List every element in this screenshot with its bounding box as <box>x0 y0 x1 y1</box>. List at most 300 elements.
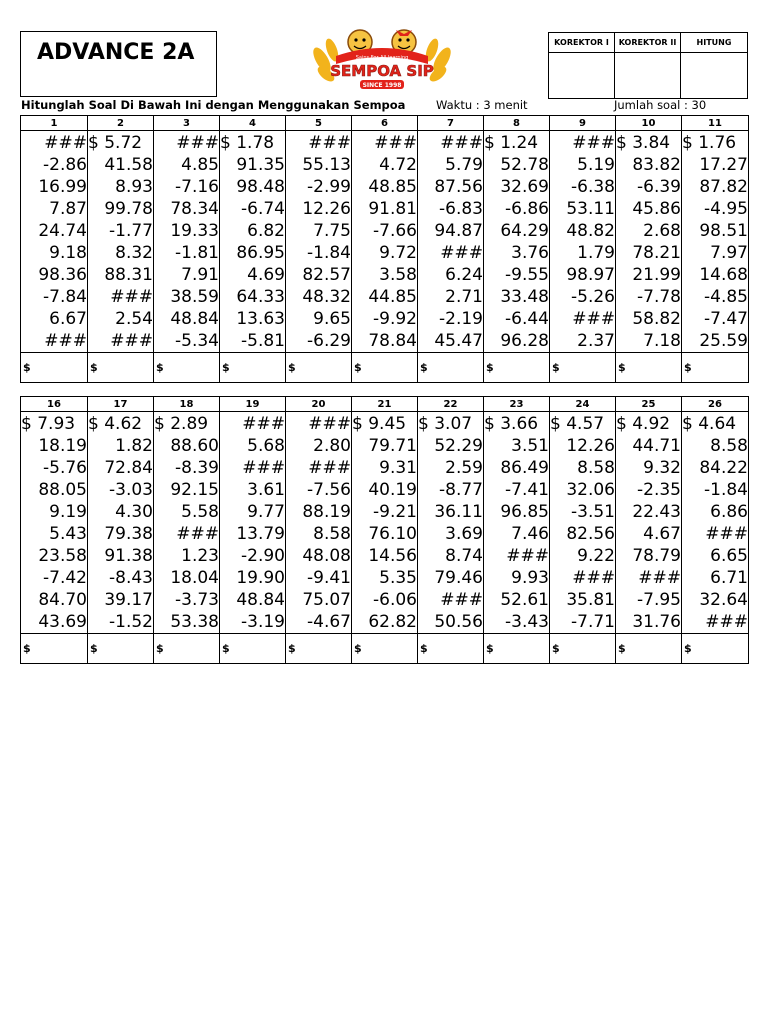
logo-brand: SEMPOA SIP <box>330 62 434 80</box>
problem-value: -1.52 <box>109 612 153 632</box>
problem-column <box>352 131 418 353</box>
problem-value: 14.68 <box>699 265 748 285</box>
answer-dollar-sign: $ <box>486 642 494 655</box>
problem-column <box>484 131 550 353</box>
problem-value: -1.84 <box>704 480 748 500</box>
problem-value: -9.92 <box>373 309 417 329</box>
problem-value: -6.44 <box>505 309 549 329</box>
problem-value: -7.41 <box>505 480 549 500</box>
problem-column <box>88 131 154 353</box>
answer-cell[interactable] <box>352 353 418 383</box>
answer-cell[interactable] <box>352 634 418 664</box>
answer-cell[interactable] <box>286 353 352 383</box>
problem-column <box>550 412 616 634</box>
problem-value: -3.73 <box>175 590 219 610</box>
problem-value: 19.33 <box>170 221 219 241</box>
problem-value: $ 3.84 <box>616 133 671 153</box>
problem-value: 9.93 <box>511 568 549 588</box>
problem-value: ### <box>308 133 351 153</box>
problem-value: 82.56 <box>566 524 615 544</box>
problem-value: 2.59 <box>445 458 483 478</box>
answer-cell[interactable] <box>154 353 220 383</box>
answer-dollar-sign: $ <box>156 361 164 374</box>
problem-value: 6.82 <box>247 221 285 241</box>
problem-number: 5 <box>286 116 352 131</box>
problem-value: -6.86 <box>505 199 549 219</box>
problem-value: 88.31 <box>104 265 153 285</box>
problem-value: 58.82 <box>632 309 681 329</box>
problem-value: $ 4.57 <box>550 414 605 434</box>
problem-value: 79.38 <box>104 524 153 544</box>
problem-value: 52.78 <box>500 155 549 175</box>
problem-value: 7.46 <box>511 524 549 544</box>
answer-dollar-sign: $ <box>354 642 362 655</box>
problem-value: $ 1.76 <box>682 133 737 153</box>
problem-value: -2.86 <box>43 155 87 175</box>
problem-column <box>418 412 484 634</box>
problem-number: 7 <box>418 116 484 131</box>
problem-number: 3 <box>154 116 220 131</box>
problem-value: 3.69 <box>445 524 483 544</box>
problem-value: -9.55 <box>505 265 549 285</box>
problem-column <box>220 412 286 634</box>
problem-number: 24 <box>550 397 616 412</box>
problem-value: -5.81 <box>241 331 285 351</box>
problem-value: 8.58 <box>313 524 351 544</box>
problem-value: ### <box>176 524 219 544</box>
problem-value: -1.77 <box>109 221 153 241</box>
problem-column <box>550 131 616 353</box>
problem-value: 13.79 <box>236 524 285 544</box>
problem-column <box>21 131 88 353</box>
problem-value: ### <box>440 133 483 153</box>
problem-grid-2 <box>20 396 749 664</box>
problem-value: 19.90 <box>236 568 285 588</box>
problem-column <box>682 412 749 634</box>
problem-value: ### <box>705 612 748 632</box>
problem-value: 7.18 <box>643 331 681 351</box>
korektor-2-box[interactable] <box>615 53 681 99</box>
answer-dollar-sign: $ <box>420 642 428 655</box>
problem-value: -2.35 <box>637 480 681 500</box>
problem-value: 1.79 <box>577 243 615 263</box>
problem-value: -6.83 <box>439 199 483 219</box>
problem-value: -3.51 <box>571 502 615 522</box>
problem-value: 88.19 <box>302 502 351 522</box>
problem-value: -4.85 <box>704 287 748 307</box>
problem-value: 5.43 <box>49 524 87 544</box>
problem-value: ### <box>176 133 219 153</box>
problem-value: $ 3.66 <box>484 414 539 434</box>
problem-value: -7.42 <box>43 568 87 588</box>
problem-grid-1 <box>20 115 749 383</box>
problem-value: -6.74 <box>241 199 285 219</box>
problem-value: 16.99 <box>38 177 87 197</box>
answer-dollar-sign: $ <box>552 361 560 374</box>
problem-value: 44.71 <box>632 436 681 456</box>
problem-value: -5.34 <box>175 331 219 351</box>
problem-value: ### <box>506 546 549 566</box>
problem-value: 9.19 <box>49 502 87 522</box>
problem-value: 98.51 <box>699 221 748 241</box>
problem-value: -9.21 <box>373 502 417 522</box>
problem-value: 22.43 <box>632 502 681 522</box>
problem-value: ### <box>44 331 87 351</box>
problem-value: 25.59 <box>699 331 748 351</box>
problem-value: 8.58 <box>577 458 615 478</box>
problem-value: 5.68 <box>247 436 285 456</box>
problem-value: 1.82 <box>115 436 153 456</box>
answer-cell[interactable] <box>88 634 154 664</box>
problem-value: 4.69 <box>247 265 285 285</box>
problem-value: -5.76 <box>43 458 87 478</box>
problem-value: 8.93 <box>115 177 153 197</box>
answer-dollar-sign: $ <box>222 361 230 374</box>
problem-value: 7.87 <box>49 199 87 219</box>
problem-value: 23.58 <box>38 546 87 566</box>
problem-value: -7.16 <box>175 177 219 197</box>
problem-value: 8.74 <box>445 546 483 566</box>
problem-value: 39.17 <box>104 590 153 610</box>
instruction-text: Hitunglah Soal Di Bawah Ini dengan Menggunakan Sempoa <box>21 98 406 112</box>
problem-value: -2.99 <box>307 177 351 197</box>
problem-value: 48.84 <box>170 309 219 329</box>
korektor-table <box>548 32 748 99</box>
problem-value: 52.29 <box>434 436 483 456</box>
problem-value: -7.78 <box>637 287 681 307</box>
problem-value: 98.36 <box>38 265 87 285</box>
problem-number: 21 <box>352 397 418 412</box>
problem-value: 9.18 <box>49 243 87 263</box>
answer-dollar-sign: $ <box>288 361 296 374</box>
answer-dollar-sign: $ <box>684 642 692 655</box>
problem-column <box>286 412 352 634</box>
answer-cell[interactable] <box>418 634 484 664</box>
problem-value: 91.81 <box>368 199 417 219</box>
problem-value: 5.35 <box>379 568 417 588</box>
answer-dollar-sign: $ <box>684 361 692 374</box>
problem-value: 4.67 <box>643 524 681 544</box>
problem-value: 50.56 <box>434 612 483 632</box>
problem-value: -5.26 <box>571 287 615 307</box>
answer-cell[interactable] <box>616 353 682 383</box>
problem-value: -3.19 <box>241 612 285 632</box>
answer-dollar-sign: $ <box>90 642 98 655</box>
problem-value: ### <box>572 309 615 329</box>
problem-value: $ 4.92 <box>616 414 671 434</box>
problem-number: 8 <box>484 116 550 131</box>
problem-number: 4 <box>220 116 286 131</box>
logo-since: SINCE 1998 <box>362 82 402 89</box>
answer-cell[interactable] <box>286 634 352 664</box>
answer-cell[interactable] <box>21 634 88 664</box>
problem-number: 2 <box>88 116 154 131</box>
problem-value: 2.68 <box>643 221 681 241</box>
problem-number: 9 <box>550 116 616 131</box>
problem-value: -1.81 <box>175 243 219 263</box>
problem-value: 88.05 <box>38 480 87 500</box>
problem-value: 94.87 <box>434 221 483 241</box>
problem-value: 48.84 <box>236 590 285 610</box>
problem-value: 2.80 <box>313 436 351 456</box>
answer-cell[interactable] <box>220 353 286 383</box>
problem-value: 48.32 <box>302 287 351 307</box>
answer-cell[interactable] <box>484 634 550 664</box>
problem-value: 83.82 <box>632 155 681 175</box>
problem-value: 53.11 <box>566 199 615 219</box>
answer-cell[interactable] <box>21 353 88 383</box>
problem-value: 7.75 <box>313 221 351 241</box>
problem-value: 62.82 <box>368 612 417 632</box>
problem-value: $ 1.78 <box>220 133 275 153</box>
problem-value: 9.77 <box>247 502 285 522</box>
problem-value: 6.71 <box>710 568 748 588</box>
problem-value: -7.95 <box>637 590 681 610</box>
problem-value: 3.58 <box>379 265 417 285</box>
korektor-2-header: KOREKTOR II <box>615 33 681 53</box>
problem-number: 18 <box>154 397 220 412</box>
problem-column <box>484 412 550 634</box>
problem-value: 36.11 <box>434 502 483 522</box>
problem-value: 99.78 <box>104 199 153 219</box>
problem-number: 19 <box>220 397 286 412</box>
problem-value: ### <box>308 458 351 478</box>
problem-column <box>616 412 682 634</box>
problem-value: 72.84 <box>104 458 153 478</box>
problem-value: 9.31 <box>379 458 417 478</box>
problem-value: 78.84 <box>368 331 417 351</box>
problem-value: $ 4.62 <box>88 414 143 434</box>
problem-value: 45.47 <box>434 331 483 351</box>
problem-value: 9.72 <box>379 243 417 263</box>
problem-value: ### <box>638 568 681 588</box>
korektor-1-box[interactable] <box>549 53 615 99</box>
problem-value: -2.90 <box>241 546 285 566</box>
problem-column <box>88 412 154 634</box>
problem-value: 96.85 <box>500 502 549 522</box>
problem-number: 20 <box>286 397 352 412</box>
answer-cell[interactable] <box>682 353 749 383</box>
time-limit: Waktu : 3 menit <box>436 98 528 112</box>
problem-value: 79.71 <box>368 436 417 456</box>
problem-number: 22 <box>418 397 484 412</box>
problem-value: -8.43 <box>109 568 153 588</box>
hitung-box[interactable] <box>681 53 748 99</box>
problem-value: 12.26 <box>566 436 615 456</box>
problem-value: 43.69 <box>38 612 87 632</box>
problem-value: 4.30 <box>115 502 153 522</box>
answer-dollar-sign: $ <box>90 361 98 374</box>
problem-value: 18.19 <box>38 436 87 456</box>
answer-cell[interactable] <box>88 353 154 383</box>
problem-value: 5.58 <box>181 502 219 522</box>
problem-value: 92.15 <box>170 480 219 500</box>
answer-cell[interactable] <box>484 353 550 383</box>
problem-value: 48.85 <box>368 177 417 197</box>
problem-value: 13.63 <box>236 309 285 329</box>
problem-value: 78.21 <box>632 243 681 263</box>
problem-value: 53.38 <box>170 612 219 632</box>
problem-value: 35.81 <box>566 590 615 610</box>
problem-number: 16 <box>21 397 88 412</box>
problem-value: 40.19 <box>368 480 417 500</box>
problem-value: 82.57 <box>302 265 351 285</box>
answer-cell[interactable] <box>550 634 616 664</box>
problem-value: 98.97 <box>566 265 615 285</box>
problem-value: $ 3.07 <box>418 414 473 434</box>
problem-value: 31.76 <box>632 612 681 632</box>
problem-value: 78.79 <box>632 546 681 566</box>
problem-value: 6.86 <box>710 502 748 522</box>
problem-value: $ 4.64 <box>682 414 737 434</box>
problem-value: -7.84 <box>43 287 87 307</box>
problem-value: $ 2.89 <box>154 414 209 434</box>
title-box <box>20 31 217 97</box>
problem-value: 12.26 <box>302 199 351 219</box>
problem-value: 8.58 <box>710 436 748 456</box>
problem-value: -8.39 <box>175 458 219 478</box>
problem-value: 9.32 <box>643 458 681 478</box>
problem-value: 9.65 <box>313 309 351 329</box>
answer-dollar-sign: $ <box>156 642 164 655</box>
problem-value: 32.64 <box>699 590 748 610</box>
problem-value: $ 7.93 <box>21 414 76 434</box>
problem-column <box>21 412 88 634</box>
answer-cell[interactable] <box>154 634 220 664</box>
problem-value: ### <box>572 568 615 588</box>
problem-value: 4.72 <box>379 155 417 175</box>
problem-value: 38.59 <box>170 287 219 307</box>
problem-value: 8.32 <box>115 243 153 263</box>
answer-cell[interactable] <box>220 634 286 664</box>
problem-value: 6.67 <box>49 309 87 329</box>
problem-column <box>286 131 352 353</box>
answer-dollar-sign: $ <box>618 361 626 374</box>
problem-value: 98.48 <box>236 177 285 197</box>
problem-value: ### <box>705 524 748 544</box>
problem-value: 86.49 <box>500 458 549 478</box>
problem-value: -7.47 <box>704 309 748 329</box>
answer-dollar-sign: $ <box>552 642 560 655</box>
problem-value: 24.74 <box>38 221 87 241</box>
problem-value: $ 5.72 <box>88 133 143 153</box>
question-count: Jumlah soal : 30 <box>614 98 707 112</box>
problem-value: 79.46 <box>434 568 483 588</box>
problem-value: -6.06 <box>373 590 417 610</box>
answer-dollar-sign: $ <box>23 642 31 655</box>
answer-dollar-sign: $ <box>618 642 626 655</box>
sempoa-sip-logo <box>312 26 452 92</box>
problem-column <box>154 412 220 634</box>
problem-value: -1.84 <box>307 243 351 263</box>
answer-cell[interactable] <box>616 634 682 664</box>
problem-value: -4.67 <box>307 612 351 632</box>
problem-value: 3.61 <box>247 480 285 500</box>
problem-value: 7.91 <box>181 265 219 285</box>
answer-cell[interactable] <box>550 353 616 383</box>
problem-value: 17.27 <box>699 155 748 175</box>
problem-value: 1.23 <box>181 546 219 566</box>
problem-value: 55.13 <box>302 155 351 175</box>
korektor-1-header: KOREKTOR I <box>549 33 615 53</box>
problem-value: ### <box>572 133 615 153</box>
problem-value: -9.41 <box>307 568 351 588</box>
problem-number: 11 <box>682 116 749 131</box>
problem-value: 21.99 <box>632 265 681 285</box>
problem-value: ### <box>440 590 483 610</box>
problem-value: 78.34 <box>170 199 219 219</box>
problem-value: 6.24 <box>445 265 483 285</box>
problem-value: 14.56 <box>368 546 417 566</box>
problem-value: 2.71 <box>445 287 483 307</box>
problem-value: 91.35 <box>236 155 285 175</box>
logo-tagline: Sains For All learning <box>355 55 409 61</box>
problem-value: 52.61 <box>500 590 549 610</box>
problem-value: 41.58 <box>104 155 153 175</box>
problem-column <box>220 131 286 353</box>
problem-value: -4.95 <box>704 199 748 219</box>
problem-value: 48.08 <box>302 546 351 566</box>
problem-value: 76.10 <box>368 524 417 544</box>
problem-value: 5.19 <box>577 155 615 175</box>
problem-number: 6 <box>352 116 418 131</box>
problem-number: 1 <box>21 116 88 131</box>
problem-value: 32.06 <box>566 480 615 500</box>
problem-value: 48.82 <box>566 221 615 241</box>
answer-cell[interactable] <box>682 634 749 664</box>
problem-value: ### <box>110 287 153 307</box>
problem-number: 25 <box>616 397 682 412</box>
problem-value: 84.70 <box>38 590 87 610</box>
problem-value: ### <box>242 458 285 478</box>
problem-value: -2.19 <box>439 309 483 329</box>
problem-value: 84.22 <box>699 458 748 478</box>
answer-dollar-sign: $ <box>288 642 296 655</box>
problem-value: 2.54 <box>115 309 153 329</box>
problem-value: -3.03 <box>109 480 153 500</box>
problem-value: 86.95 <box>236 243 285 263</box>
problem-number: 26 <box>682 397 749 412</box>
problem-column <box>616 131 682 353</box>
problem-column <box>682 131 749 353</box>
problem-value: 44.85 <box>368 287 417 307</box>
answer-cell[interactable] <box>418 353 484 383</box>
problem-column <box>352 412 418 634</box>
problem-value: 4.85 <box>181 155 219 175</box>
problem-value: ### <box>440 243 483 263</box>
problem-number: 23 <box>484 397 550 412</box>
problem-value: 45.86 <box>632 199 681 219</box>
answer-dollar-sign: $ <box>354 361 362 374</box>
problem-value: ### <box>242 414 285 434</box>
problem-value: ### <box>374 133 417 153</box>
problem-value: $ 1.24 <box>484 133 539 153</box>
problem-value: 87.56 <box>434 177 483 197</box>
problem-value: 88.60 <box>170 436 219 456</box>
problem-value: 32.69 <box>500 177 549 197</box>
problem-value: ### <box>110 331 153 351</box>
answer-dollar-sign: $ <box>222 642 230 655</box>
problem-column <box>418 131 484 353</box>
problem-column <box>154 131 220 353</box>
problem-value: 64.33 <box>236 287 285 307</box>
problem-value: -3.43 <box>505 612 549 632</box>
problem-value: 5.79 <box>445 155 483 175</box>
problem-value: 96.28 <box>500 331 549 351</box>
problem-value: -7.66 <box>373 221 417 241</box>
problem-value: 18.04 <box>170 568 219 588</box>
problem-value: -6.38 <box>571 177 615 197</box>
